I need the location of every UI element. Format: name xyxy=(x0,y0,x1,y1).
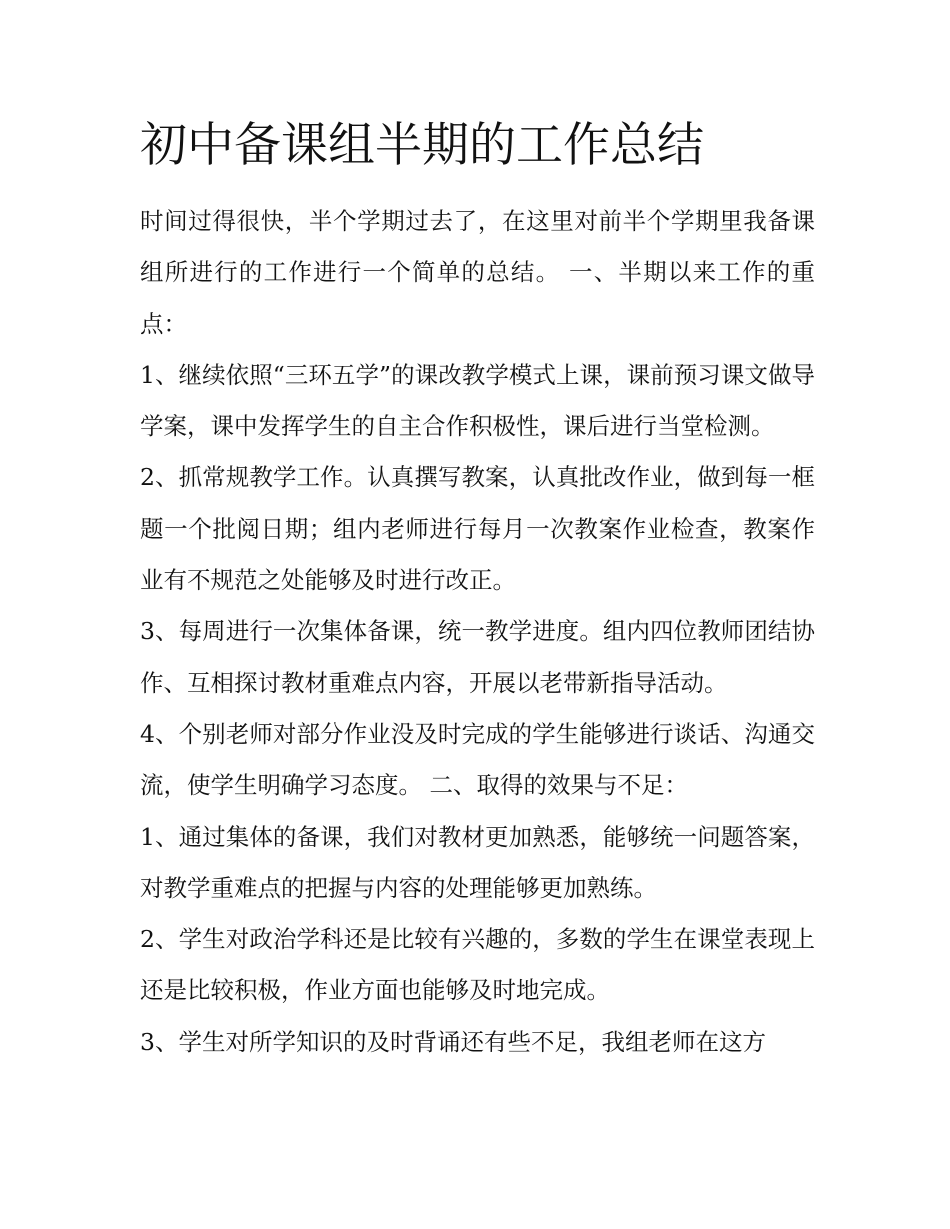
paragraph-point-2: 2、抓常规教学工作。认真撰写教案，认真批改作业，做到每一框题一个批阅日期；组内老师进行每月一次教案作业检查，教案作业有不规范之处能够及时进行改正。 xyxy=(140,463,815,595)
paragraph-point-4: 4、个别老师对部分作业没及时完成的学生能够进行谈话、沟通交流，使学生明确学习态度。 二、取得的效果与不足： xyxy=(140,719,815,800)
paragraph-effect-1: 1、通过集体的备课，我们对教材更加熟悉，能够统一问题答案，对教学重难点的把握与内容的处理能够更加熟练。 xyxy=(140,822,815,902)
document-body xyxy=(140,196,815,1068)
paragraph-intro: 时间过得很快，半个学期过去了，在这里对前半个学期里我备课组所进行的工作进行一个简单的总结。 一、半期以来工作的重点： xyxy=(140,207,815,338)
document-title: 初中备课组半期的工作总结 xyxy=(140,118,704,173)
paragraph-point-1: 1、继续依照“三环五学”的课改教学模式上课，课前预习课文做导学案，课中发挥学生的自主合作积极性，课后进行当堂检测。 xyxy=(140,360,815,441)
paragraph-point-3: 3、每周进行一次集体备课，统一教学进度。组内四位教师团结协作、互相探讨教材重难点内容，开展以老带新指导活动。 xyxy=(140,617,815,697)
paragraph-effect-3: 3、学生对所学知识的及时背诵还有些不足，我组老师在这方 xyxy=(140,1027,766,1056)
paragraph-effect-2: 2、学生对政治学科还是比较有兴趣的，多数的学生在课堂表现上还是比较积极，作业方面也能够及时地完成。 xyxy=(140,925,815,1005)
